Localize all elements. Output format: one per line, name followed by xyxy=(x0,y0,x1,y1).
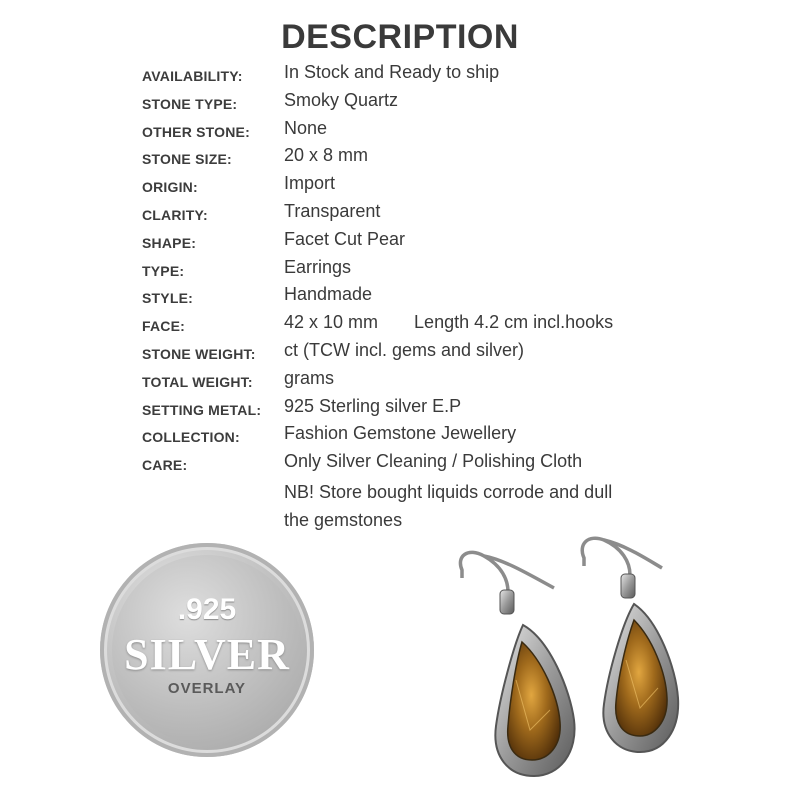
spec-row-availability xyxy=(142,62,762,90)
spec-value: 42 x 10 mm xyxy=(284,312,379,333)
spec-row-stone-weight xyxy=(142,340,762,368)
left-earring xyxy=(460,552,574,776)
spec-label: ORIGIN: xyxy=(142,179,198,196)
spec-label: TOTAL WEIGHT: xyxy=(142,373,253,390)
spec-value: None xyxy=(284,117,328,138)
spec-label: STONE WEIGHT: xyxy=(142,345,256,362)
right-hook-icon xyxy=(582,538,630,575)
care-note-line-2: the gemstones xyxy=(284,510,403,530)
page-title: DESCRIPTION xyxy=(281,18,519,56)
right-bail-icon xyxy=(621,574,635,598)
left-hook-icon xyxy=(460,552,508,592)
spec-value: grams xyxy=(284,367,335,388)
spec-value: Facet Cut Pear xyxy=(284,228,406,249)
spec-row-origin xyxy=(142,173,762,201)
spec-row-collection xyxy=(142,423,762,451)
spec-row-clarity xyxy=(142,201,762,229)
spec-label: OTHER STONE: xyxy=(142,123,250,140)
spec-row-total-weight xyxy=(142,368,762,396)
spec-value: Import xyxy=(284,173,336,194)
spec-value: Transparent xyxy=(284,200,381,221)
spec-value: Earrings xyxy=(284,256,352,277)
spec-row-stone-size xyxy=(142,145,762,173)
spec-row-setting-metal xyxy=(142,396,762,424)
care-note-line-1: NB! Store bought liquids corrode and dull xyxy=(284,482,613,502)
spec-row-shape xyxy=(142,229,762,257)
spec-row-face xyxy=(142,312,762,340)
earrings-product-image xyxy=(450,520,680,800)
spec-label: AVAILABILITY: xyxy=(142,68,243,84)
spec-value: Fashion Gemstone Jewellery xyxy=(284,423,517,444)
spec-value: 20 x 8 mm xyxy=(284,145,369,166)
spec-label: FACE: xyxy=(142,318,185,335)
spec-value-length: Length 4.2 cm incl.hooks xyxy=(414,312,614,333)
spec-label: STYLE: xyxy=(142,290,193,307)
spec-label: CARE: xyxy=(142,457,188,474)
spec-label: STONE SIZE: xyxy=(142,151,232,168)
spec-value: Only Silver Cleaning / Polishing Cloth xyxy=(284,451,583,472)
spec-label: SHAPE: xyxy=(142,234,197,251)
spec-label: STONE TYPE: xyxy=(142,95,238,112)
spec-value: In Stock and Ready to ship xyxy=(284,62,500,82)
spec-row-type xyxy=(142,257,762,285)
spec-value: Handmade xyxy=(284,284,373,305)
spec-value: Smoky Quartz xyxy=(284,89,399,110)
spec-list xyxy=(142,62,762,479)
spec-label: TYPE: xyxy=(142,262,185,279)
right-earring xyxy=(582,538,678,752)
spec-row-style xyxy=(142,284,762,312)
spec-row-other-stone xyxy=(142,118,762,146)
spec-label: SETTING METAL: xyxy=(142,401,262,418)
spec-value: ct (TCW incl. gems and silver) xyxy=(284,339,525,360)
spec-label: COLLECTION: xyxy=(142,429,240,446)
spec-row-care xyxy=(142,451,762,479)
silver-overlay-badge xyxy=(100,543,314,757)
badge-overlay-text: OVERLAY xyxy=(167,680,247,697)
left-bail-icon xyxy=(500,590,514,614)
badge-silver-text: SILVER xyxy=(124,630,290,679)
spec-value-group xyxy=(284,312,613,333)
spec-label: CLARITY: xyxy=(142,206,208,223)
badge-925-text: .925 xyxy=(177,593,237,626)
spec-value: 925 Sterling silver E.P xyxy=(284,395,462,416)
spec-row-stone-type xyxy=(142,90,762,118)
